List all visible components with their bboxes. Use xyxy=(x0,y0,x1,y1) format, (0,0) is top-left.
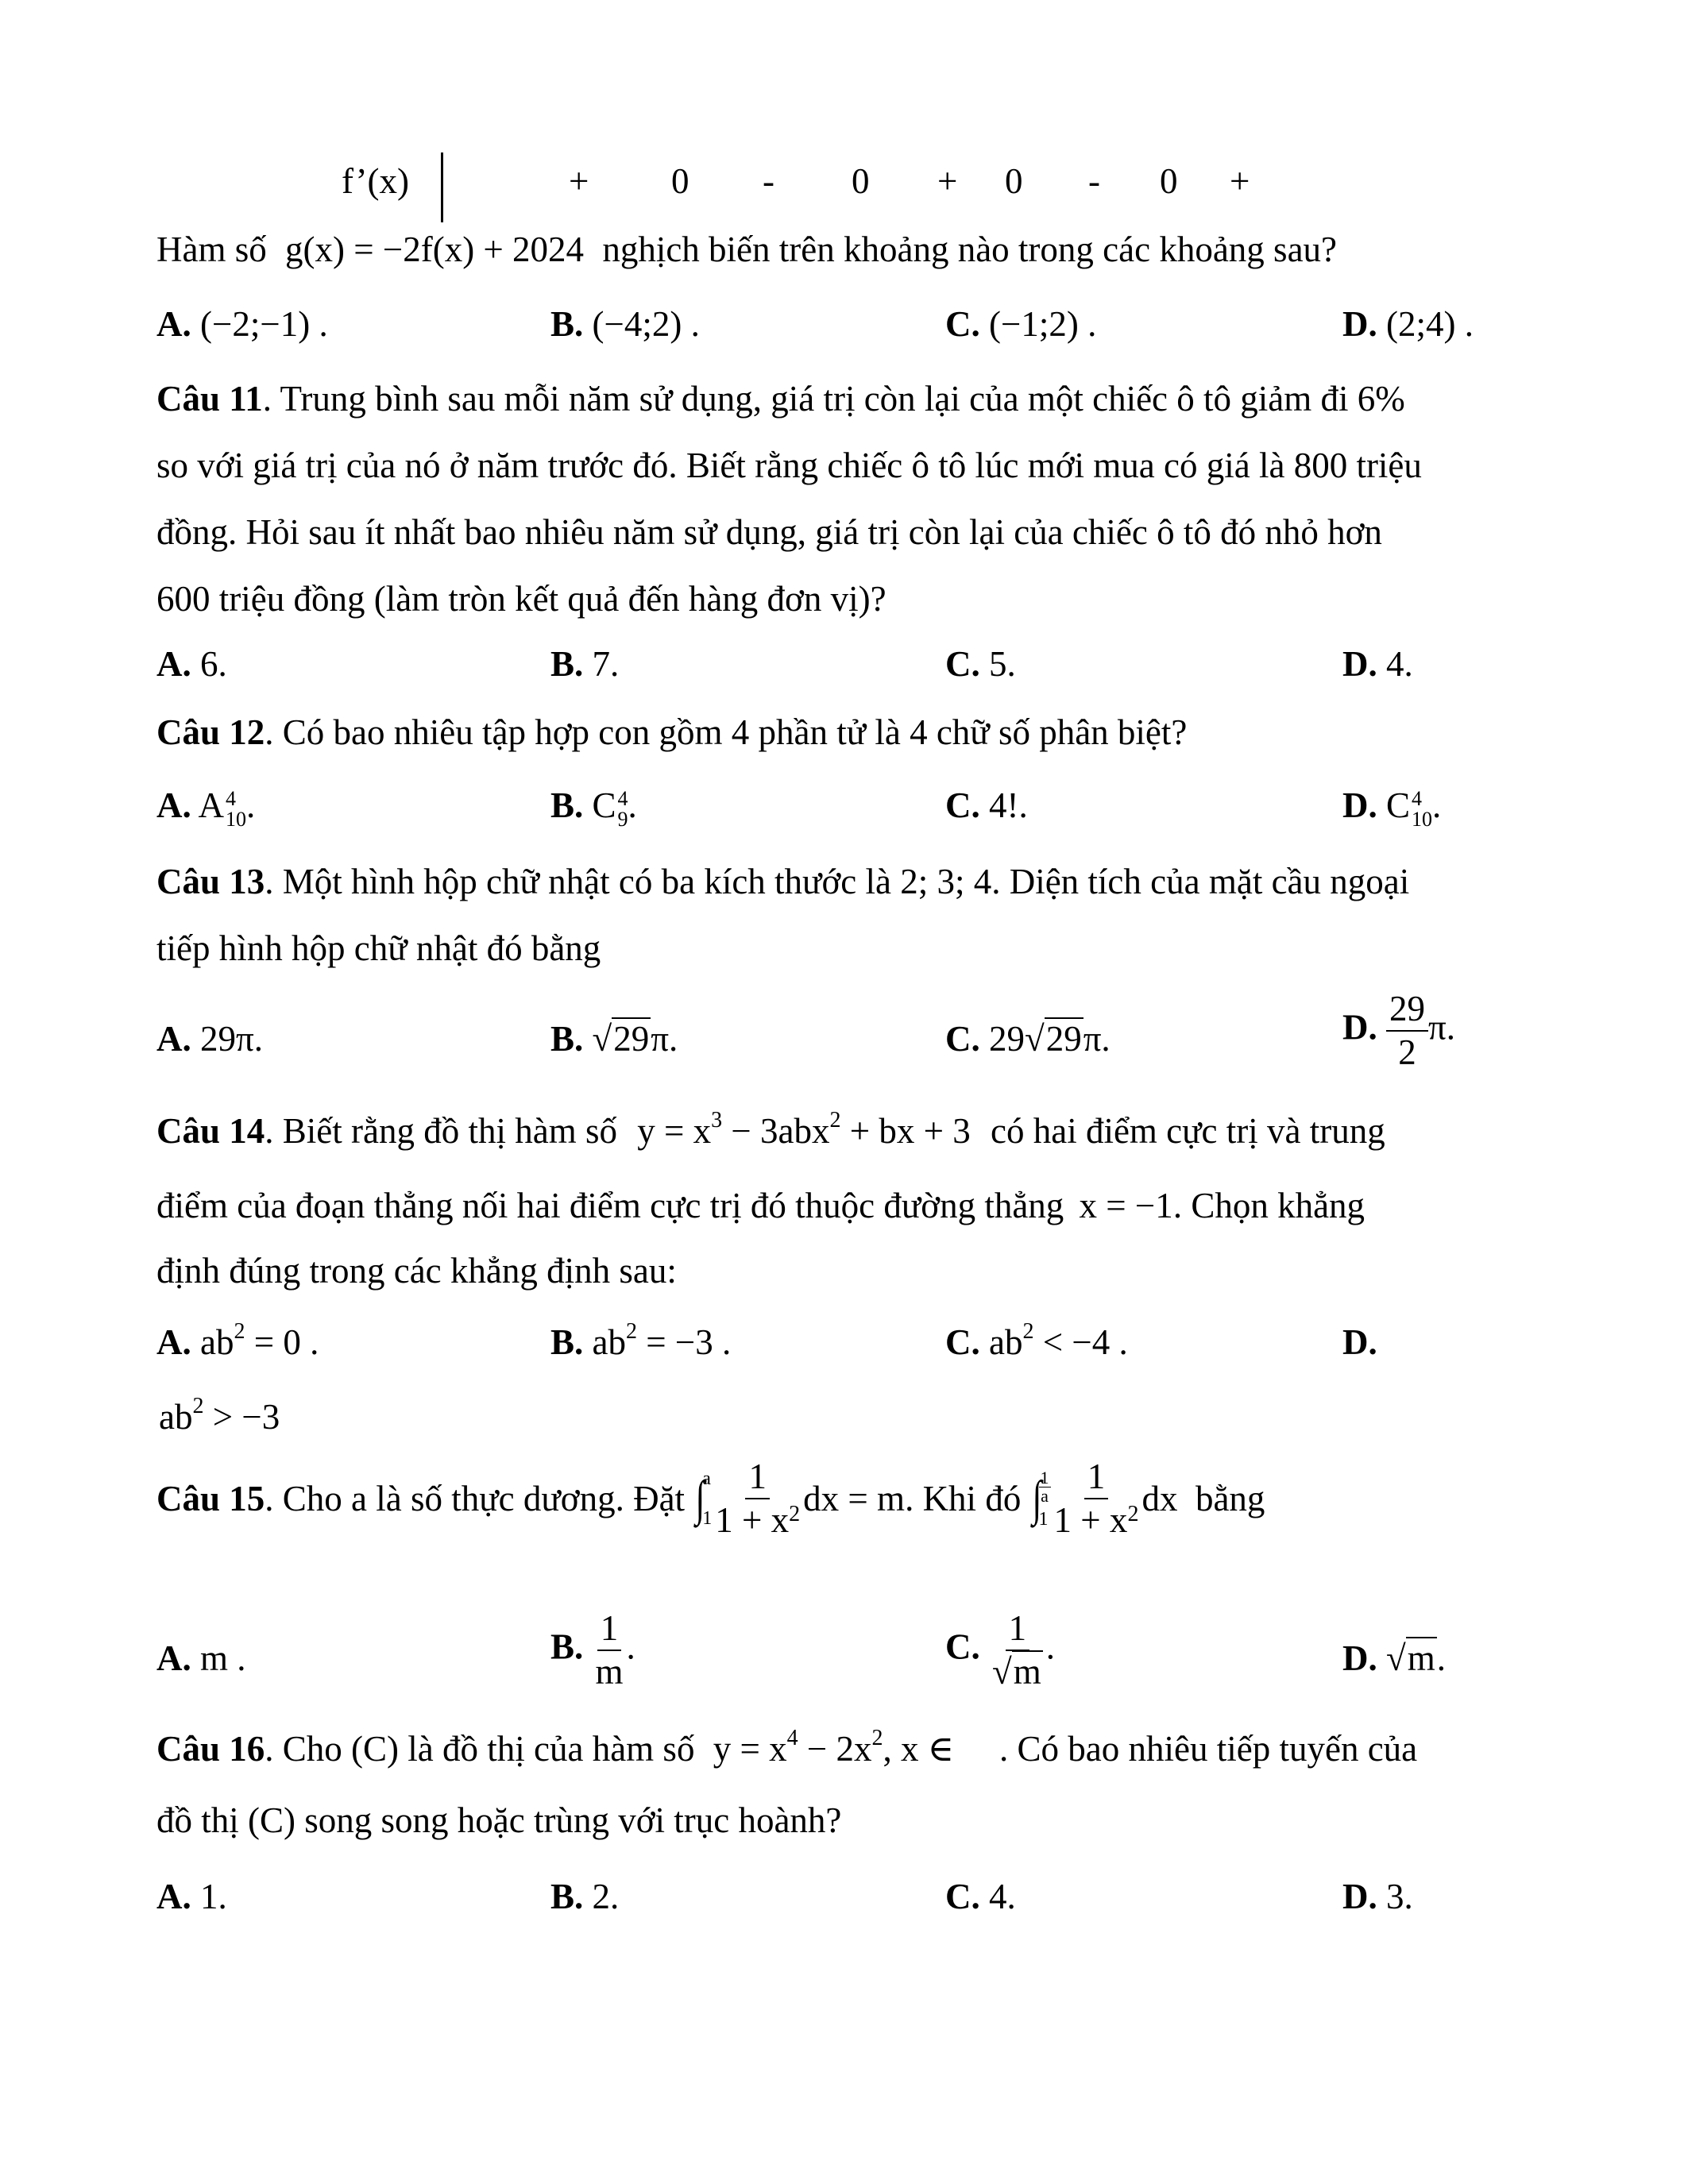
q16-text-post: . Có bao nhiêu tiếp tuyến của xyxy=(999,1729,1418,1769)
option-text: 1. xyxy=(200,1877,227,1916)
option-text: m . xyxy=(200,1638,246,1678)
q12-stem xyxy=(156,712,1187,753)
option-text: (−2;−1) . xyxy=(200,304,328,344)
q10-option-c[interactable] xyxy=(945,303,1096,345)
option-label: D. xyxy=(1342,644,1377,684)
q12-option-b[interactable]: B. C 4 9 . xyxy=(550,785,637,831)
q14-line-1 xyxy=(156,1110,1385,1157)
q14-line-equation: x = −1 xyxy=(1079,1186,1173,1225)
q14-option-a[interactable]: A. $ab^2 = 0$ . xyxy=(156,1319,319,1362)
option-indices: 4 10 xyxy=(1412,786,1433,831)
q16-function: $y = x^4 - 2x^2$, x ∈ xyxy=(713,1726,981,1769)
integrand-fraction: $\frac{1}{1 + x^2}$ xyxy=(715,1457,801,1540)
sign-3: - xyxy=(763,161,774,201)
option-text: 5. xyxy=(989,644,1016,684)
option-text: = −3 . xyxy=(646,1322,732,1362)
q16-line-2: đồ thị (C) song song hoặc trùng với trục hoành? xyxy=(156,1800,842,1840)
q11-line-2: so với giá trị của nó ở năm trước đó. Biết rằng chiếc ô tô lúc mới mua có giá là 800 triệu xyxy=(156,446,1422,485)
sign-6: 0 xyxy=(1005,161,1023,201)
q11-line-3: đồng. Hỏi sau ít nhất bao nhiêu năm sử dụng, giá trị còn lại của chiếc ô tô đó nhỏ hơn xyxy=(156,512,1382,552)
q15-option-b[interactable]: B. $\frac{1}{m}$ . xyxy=(550,1608,635,1692)
sign-2: 0 xyxy=(671,161,689,201)
option-label: C. xyxy=(945,1877,980,1916)
sign-1: + xyxy=(569,161,589,201)
radicand: 29 xyxy=(613,1019,650,1059)
option-label: C. xyxy=(945,644,980,684)
q11-text: . Trung bình sau mỗi năm sử dụng, giá trị còn lại của một chiếc ô tô giảm đi 6% xyxy=(262,379,1405,419)
option-label: B. xyxy=(550,1626,584,1667)
option-text: > −3 xyxy=(212,1397,280,1437)
q13-line-2: tiếp hình hộp chữ nhật đó bằng xyxy=(156,928,601,968)
q15-var-a: a xyxy=(351,1479,368,1518)
q10-stem-pre: Hàm số xyxy=(156,230,267,269)
q15-equation: dx = m xyxy=(803,1479,906,1518)
option-label: D. xyxy=(1342,785,1377,825)
sign-7: - xyxy=(1088,161,1100,201)
q14-option-d[interactable]: $ab^2 > -3$ xyxy=(159,1394,280,1437)
q14-option-d-label[interactable]: D. xyxy=(1342,1322,1377,1362)
q16-option-c[interactable] xyxy=(945,1876,1016,1917)
option-text: 2. xyxy=(592,1877,620,1916)
option-label: C. xyxy=(945,1322,980,1362)
q13-title: Câu 13 xyxy=(156,862,265,901)
q14-line-2: điểm của đoạn thẳng nối hai điểm cực trị đó thuộc đường thẳng x = −1. Chọn khẳng xyxy=(156,1186,1365,1225)
q11-option-b[interactable] xyxy=(550,643,619,685)
option-label: A. xyxy=(156,644,191,684)
q14-function: $y = x^3 - 3abx^2$ + bx + 3 xyxy=(637,1108,971,1151)
q11-line-1 xyxy=(156,378,1405,419)
q16-option-d[interactable] xyxy=(1342,1876,1413,1917)
option-text: (−1;2) . xyxy=(989,304,1097,344)
option-label: A. xyxy=(156,304,191,344)
q11-option-a[interactable] xyxy=(156,643,227,685)
q12-option-d[interactable]: D. C 4 10 . xyxy=(1342,785,1442,831)
q12-option-c[interactable] xyxy=(945,785,1028,826)
sign-table-divider xyxy=(441,152,443,222)
integral-limits: a 1 xyxy=(702,1468,713,1529)
q12-text: . Có bao nhiêu tập hợp con gồm 4 phần tử là 4 chữ số phân biệt? xyxy=(265,712,1188,752)
q15-option-d[interactable]: D. √m. xyxy=(1342,1638,1446,1678)
fraction: $\frac{1}{m}$ xyxy=(595,1608,624,1692)
q10-option-b[interactable] xyxy=(550,303,700,345)
q15-stem: Câu 15 . Cho a là số thực dương. Đặt ∫ a 1 $\frac{1}{1 + x^2}$ dx = m . Khi đó ∫ 1 a 1 $\frac{1}{1 + x^2}$ dx bằng xyxy=(156,1457,1265,1540)
q13-option-b[interactable]: B. √29π. xyxy=(550,1019,678,1059)
option-symbol: C xyxy=(592,785,616,825)
radicand: m xyxy=(1407,1638,1435,1678)
option-text: (2;4) . xyxy=(1386,304,1474,344)
q12-title: Câu 12 xyxy=(156,712,265,752)
q14-title: Câu 14 xyxy=(156,1111,265,1151)
q10-option-a[interactable] xyxy=(156,303,328,345)
sign-9: + xyxy=(1230,161,1250,201)
integrand-fraction-2: $\frac{1}{1 + x^2}$ xyxy=(1053,1457,1139,1540)
q16-line-1 xyxy=(156,1728,1417,1775)
q12-option-a[interactable]: A. A 4 10 . xyxy=(156,785,256,831)
option-symbol: C xyxy=(1386,785,1411,825)
option-symbol: A xyxy=(198,785,225,825)
integral-limits-2: 1 a 1 xyxy=(1038,1467,1049,1530)
option-text: (−4;2) . xyxy=(592,304,700,344)
q13-option-d[interactable]: D. $\frac{29}{2}$ π. xyxy=(1342,989,1455,1072)
option-label: B. xyxy=(550,785,584,825)
sign-5: + xyxy=(937,161,958,201)
option-text: 4. xyxy=(1386,644,1413,684)
option-text: 4!. xyxy=(989,785,1028,825)
option-label: A. xyxy=(156,1322,191,1362)
option-text: 6. xyxy=(200,644,227,684)
option-label: C. xyxy=(945,785,980,825)
q15-title: Câu 15 xyxy=(156,1479,265,1518)
option-indices: 4 10 xyxy=(226,786,247,831)
option-label: A. xyxy=(156,1877,191,1916)
q13-option-c[interactable]: C. 29√29π. xyxy=(945,1019,1111,1059)
option-label: B. xyxy=(550,1019,584,1059)
q16-option-b[interactable] xyxy=(550,1876,619,1917)
option-text: 7. xyxy=(592,644,620,684)
sign-table-label: f’(x) xyxy=(342,161,409,201)
option-indices: 4 9 xyxy=(617,786,628,831)
option-label: D. xyxy=(1342,304,1377,344)
option-text: 4. xyxy=(989,1877,1016,1916)
q15-option-a[interactable] xyxy=(156,1638,246,1679)
q14-option-b[interactable]: B. $ab^2 = -3$ . xyxy=(550,1319,732,1362)
q11-option-d[interactable] xyxy=(1342,643,1413,685)
option-text: 3. xyxy=(1386,1877,1413,1916)
option-text: = 0 . xyxy=(253,1322,319,1362)
q16-text: . Cho (C) là đồ thị của hàm số xyxy=(265,1729,695,1769)
integral-icon: ∫ xyxy=(695,1472,705,1526)
q16-title: Câu 16 xyxy=(156,1729,265,1769)
option-label: D. xyxy=(1342,1877,1377,1916)
option-label: C. xyxy=(945,304,980,344)
fraction: $\frac{1}{√m}$ xyxy=(992,1608,1041,1692)
q11-option-c[interactable] xyxy=(945,643,1016,685)
q13-option-a[interactable] xyxy=(156,1018,263,1059)
integral-icon-2: ∫ xyxy=(1032,1472,1041,1526)
q14-text-post: có hai điểm cực trị và trung xyxy=(991,1111,1385,1151)
q13-line-1 xyxy=(156,861,1409,902)
q14-text: . Biết rằng đồ thị hàm số xyxy=(265,1111,617,1151)
option-label: D. xyxy=(1342,1638,1377,1678)
q10-stem xyxy=(156,229,1337,270)
option-label: B. xyxy=(550,644,584,684)
option-label: B. xyxy=(550,1322,584,1362)
option-label: D. xyxy=(1342,1007,1377,1048)
option-label: A. xyxy=(156,1638,191,1678)
q10-function: g(x) = −2f(x) + 2024 xyxy=(285,230,585,269)
sign-4: 0 xyxy=(852,161,870,201)
q10-option-d[interactable] xyxy=(1342,303,1474,345)
q15-option-c[interactable]: C. $\frac{1}{√m}$ . xyxy=(945,1608,1055,1692)
option-label: A. xyxy=(156,785,191,825)
option-label: B. xyxy=(550,304,584,344)
q13-text: . Một hình hộp chữ nhật có ba kích thước là 2; 3; 4. Diện tích của mặt cầu ngoại xyxy=(265,862,1410,901)
q11-title: Câu 11 xyxy=(156,379,263,419)
radicand: 29 xyxy=(1045,1019,1082,1059)
option-text: < −4 . xyxy=(1042,1322,1128,1362)
q10-stem-post: nghịch biến trên khoảng nào trong các khoảng sau? xyxy=(602,230,1338,269)
sign-8: 0 xyxy=(1160,161,1178,201)
option-label: C. xyxy=(945,1019,980,1059)
option-text: 29π. xyxy=(200,1019,263,1059)
option-label: B. xyxy=(550,1877,584,1916)
q14-option-c[interactable]: C. $ab^2 < -4$ . xyxy=(945,1319,1128,1362)
option-label: C. xyxy=(945,1626,980,1667)
option-label: A. xyxy=(156,1019,191,1059)
q16-option-a[interactable] xyxy=(156,1876,227,1917)
fraction: $\frac{29}{2}$ xyxy=(1386,991,1428,1071)
q11-line-4: 600 triệu đồng (làm tròn kết quả đến hàng đơn vị)? xyxy=(156,579,886,619)
q14-line-3: định đúng trong các khẳng định sau: xyxy=(156,1251,677,1291)
